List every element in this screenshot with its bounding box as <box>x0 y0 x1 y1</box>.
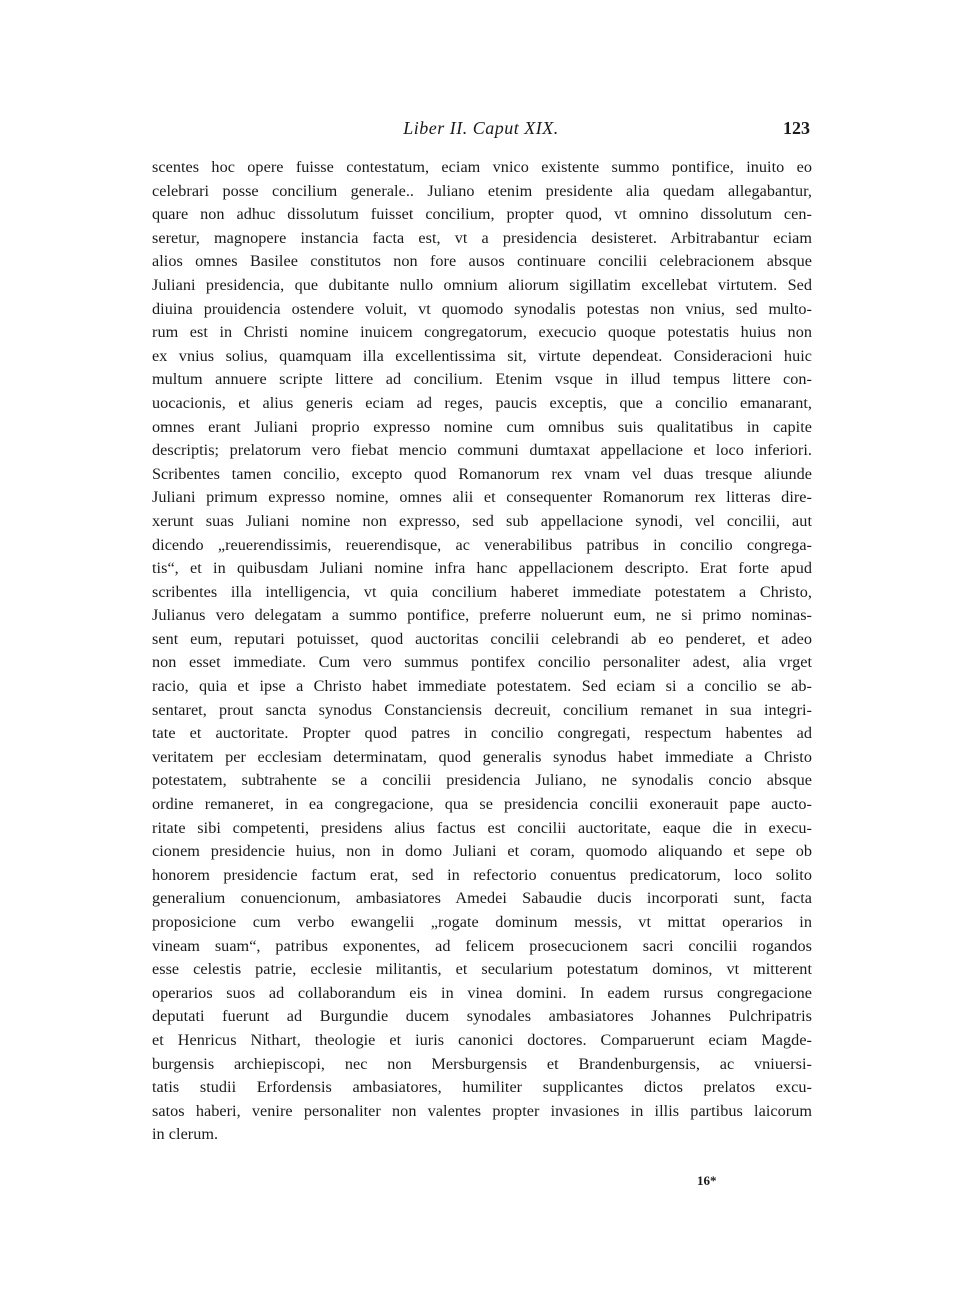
text-line: cionem presidencie huius, non in domo Juliani et coram, quomodo aliquando et sepe ob <box>152 842 812 861</box>
text-line: et Henricus Nithart, theologie et iuris canonici doctores. Comparuerunt eciam Magde- <box>152 1030 812 1049</box>
text-line: rum est in Christi nomine inuicem congregatorum, execucio quoque potestatis huius non <box>152 323 812 342</box>
text-line: veritatem per ecclesiam determinatam, quod generalis synodus habet immediate a Christo <box>152 747 812 766</box>
signature-mark: 16* <box>697 1173 717 1188</box>
text-line: burgensis archiepiscopi, nec non Mersburgensis et Brandenburgensis, ac vniuersi- <box>152 1054 812 1073</box>
text-line: sentaret, prout sancta synodus Constanciensis decreuit, concilium remanet in sua integri- <box>152 700 812 719</box>
text-line: ordine remaneret, in ea congregacione, qua se presidencia concilii exonerauit pape aucto- <box>152 795 812 814</box>
text-line: satos haberi, venire personaliter non valentes propter invasiones in illis partibus laicorum <box>152 1101 812 1120</box>
text-line: tatis studii Erfordensis ambasiatores, humiliter supplicantes dictos prelatos excu- <box>152 1078 812 1097</box>
text-line: uocacionis, et alius generis eciam ad reges, paucis exceptis, que a concilio emanarant, <box>152 393 812 412</box>
text-line: tis“, et in quibusdam Juliani nomine infra hanc appellacionem descripto. Erat forte apud <box>152 559 812 578</box>
page-number: 123 <box>783 118 810 138</box>
text-line: non esset immediate. Cum vero summus pontifex concilio personaliter adest, alia vrget <box>152 653 812 672</box>
text-line: honorem presidencie factum erat, sed in refectorio conuentus predicatorum, loco solito <box>152 865 812 884</box>
running-head <box>152 118 810 142</box>
text-line: diuina prouidencia ostendere voluit, vt quomodo synodalis potestas non vnius, sed multo- <box>152 299 812 318</box>
text-line: vineam suam“, patribus exponentes, ad felicem prosecucionem sacri concilii rogandos <box>152 936 812 955</box>
text-line: Julianus vero delegatam a summo pontifice, preferre noluerunt eum, ne si primo nominas- <box>152 606 812 625</box>
text-line: in clerum. <box>152 1125 219 1144</box>
text-line: ex vnius solius, quamquam illa excellentissima sit, virtute dependeat. Consideracioni huic <box>152 346 812 365</box>
text-line: sent eum, reputari potuisset, quod auctoritas concilii celebrandi ab eo penderet, et adeo <box>152 629 812 648</box>
text-line: multum annuere scripte littere ad concilium. Etenim vsque in illud tempus littere con- <box>152 370 812 389</box>
text-line: scentes hoc opere fuisse contestatum, eciam vnico existente summo pontifice, inuito eo <box>152 158 812 176</box>
text-line: generalium conuencionum, ambasiatores Amedei Sabaudie ducis incorporati sunt, facta <box>152 889 812 908</box>
text-line: omnes erant Juliani proprio expresso nomine cum omnibus suis qualitatibus in capite <box>152 417 812 436</box>
text-line: ritate sibi competenti, presidens alius factus est concilii auctoritate, eaque die in execu- <box>152 818 812 837</box>
body-text <box>152 156 812 1147</box>
text-line: proposicione cum verbo ewangelii „rogate dominum messis, vt mittat operarios in <box>152 913 812 931</box>
text-line: operarios suos ad collaborandum eis in vinea domini. In eadem rursus congregacione <box>152 983 812 1002</box>
text-line: potestatem, subtrahente se a concilii presidencia Juliano, ne synodalis concio absque <box>152 771 812 790</box>
text-line: alios omnes Basilee constitutos non fore ausos continuare concilii celebracionem absque <box>152 252 812 271</box>
text-line: scribentes illa intelligencia, vt quia concilium haberet immediate potestatem a Christo, <box>152 582 812 601</box>
text-line: Juliani primum expresso nomine, omnes alii et consequenter Romanorum rex litteras dire- <box>152 488 812 507</box>
text-line: celebrari posse concilium generale.. Juliano etenim presidente alia quedam allegabantur, <box>152 181 812 200</box>
text-line: xerunt suas Juliani nomine non expresso, sed sub appellacione synodi, vel concilii, aut <box>152 511 812 530</box>
text-line: descriptis; prelatorum vero fiebat mencio communi dumtaxat appellacione et loco inferiori. <box>152 441 812 460</box>
text-line: Scribentes tamen concilio, excepto quod Romanorum rex vnam vel duas tresque aliunde <box>152 464 812 483</box>
text-line: seretur, magnopere instancia facta est, vt a presidencia desisteret. Arbitrabantur eciam <box>152 228 812 247</box>
text-line: quare non adhuc dissolutum fuisset concilium, propter quod, vt omnino dissolutum cen- <box>152 205 812 224</box>
text-line: Juliani presidencia, que dubitante nullo omnium aliorum sigillatim excellebat virtutem. Sed <box>152 275 812 294</box>
running-title: Liber II. Caput XIX. <box>403 118 559 138</box>
text-line: dicendo „reuerendissimis, reuerendisque, ac venerabilibus patribus in concilio congrega- <box>152 535 812 554</box>
text-line: racio, quia et ipse a Christo habet immediate potestatem. Sed eciam si a concilio se ab- <box>152 677 812 696</box>
text-line: tate et auctoritate. Propter quod patres in concilio congregati, respectum habentes ad <box>152 724 812 743</box>
text-line: esse celestis patrie, ecclesie militantis, et secularium potestatum dominos, vt mitterent <box>152 960 812 979</box>
text-line: deputati fuerunt ad Burgundie ducem synodales ambasiatores Johannes Pulchripatris <box>152 1007 812 1026</box>
